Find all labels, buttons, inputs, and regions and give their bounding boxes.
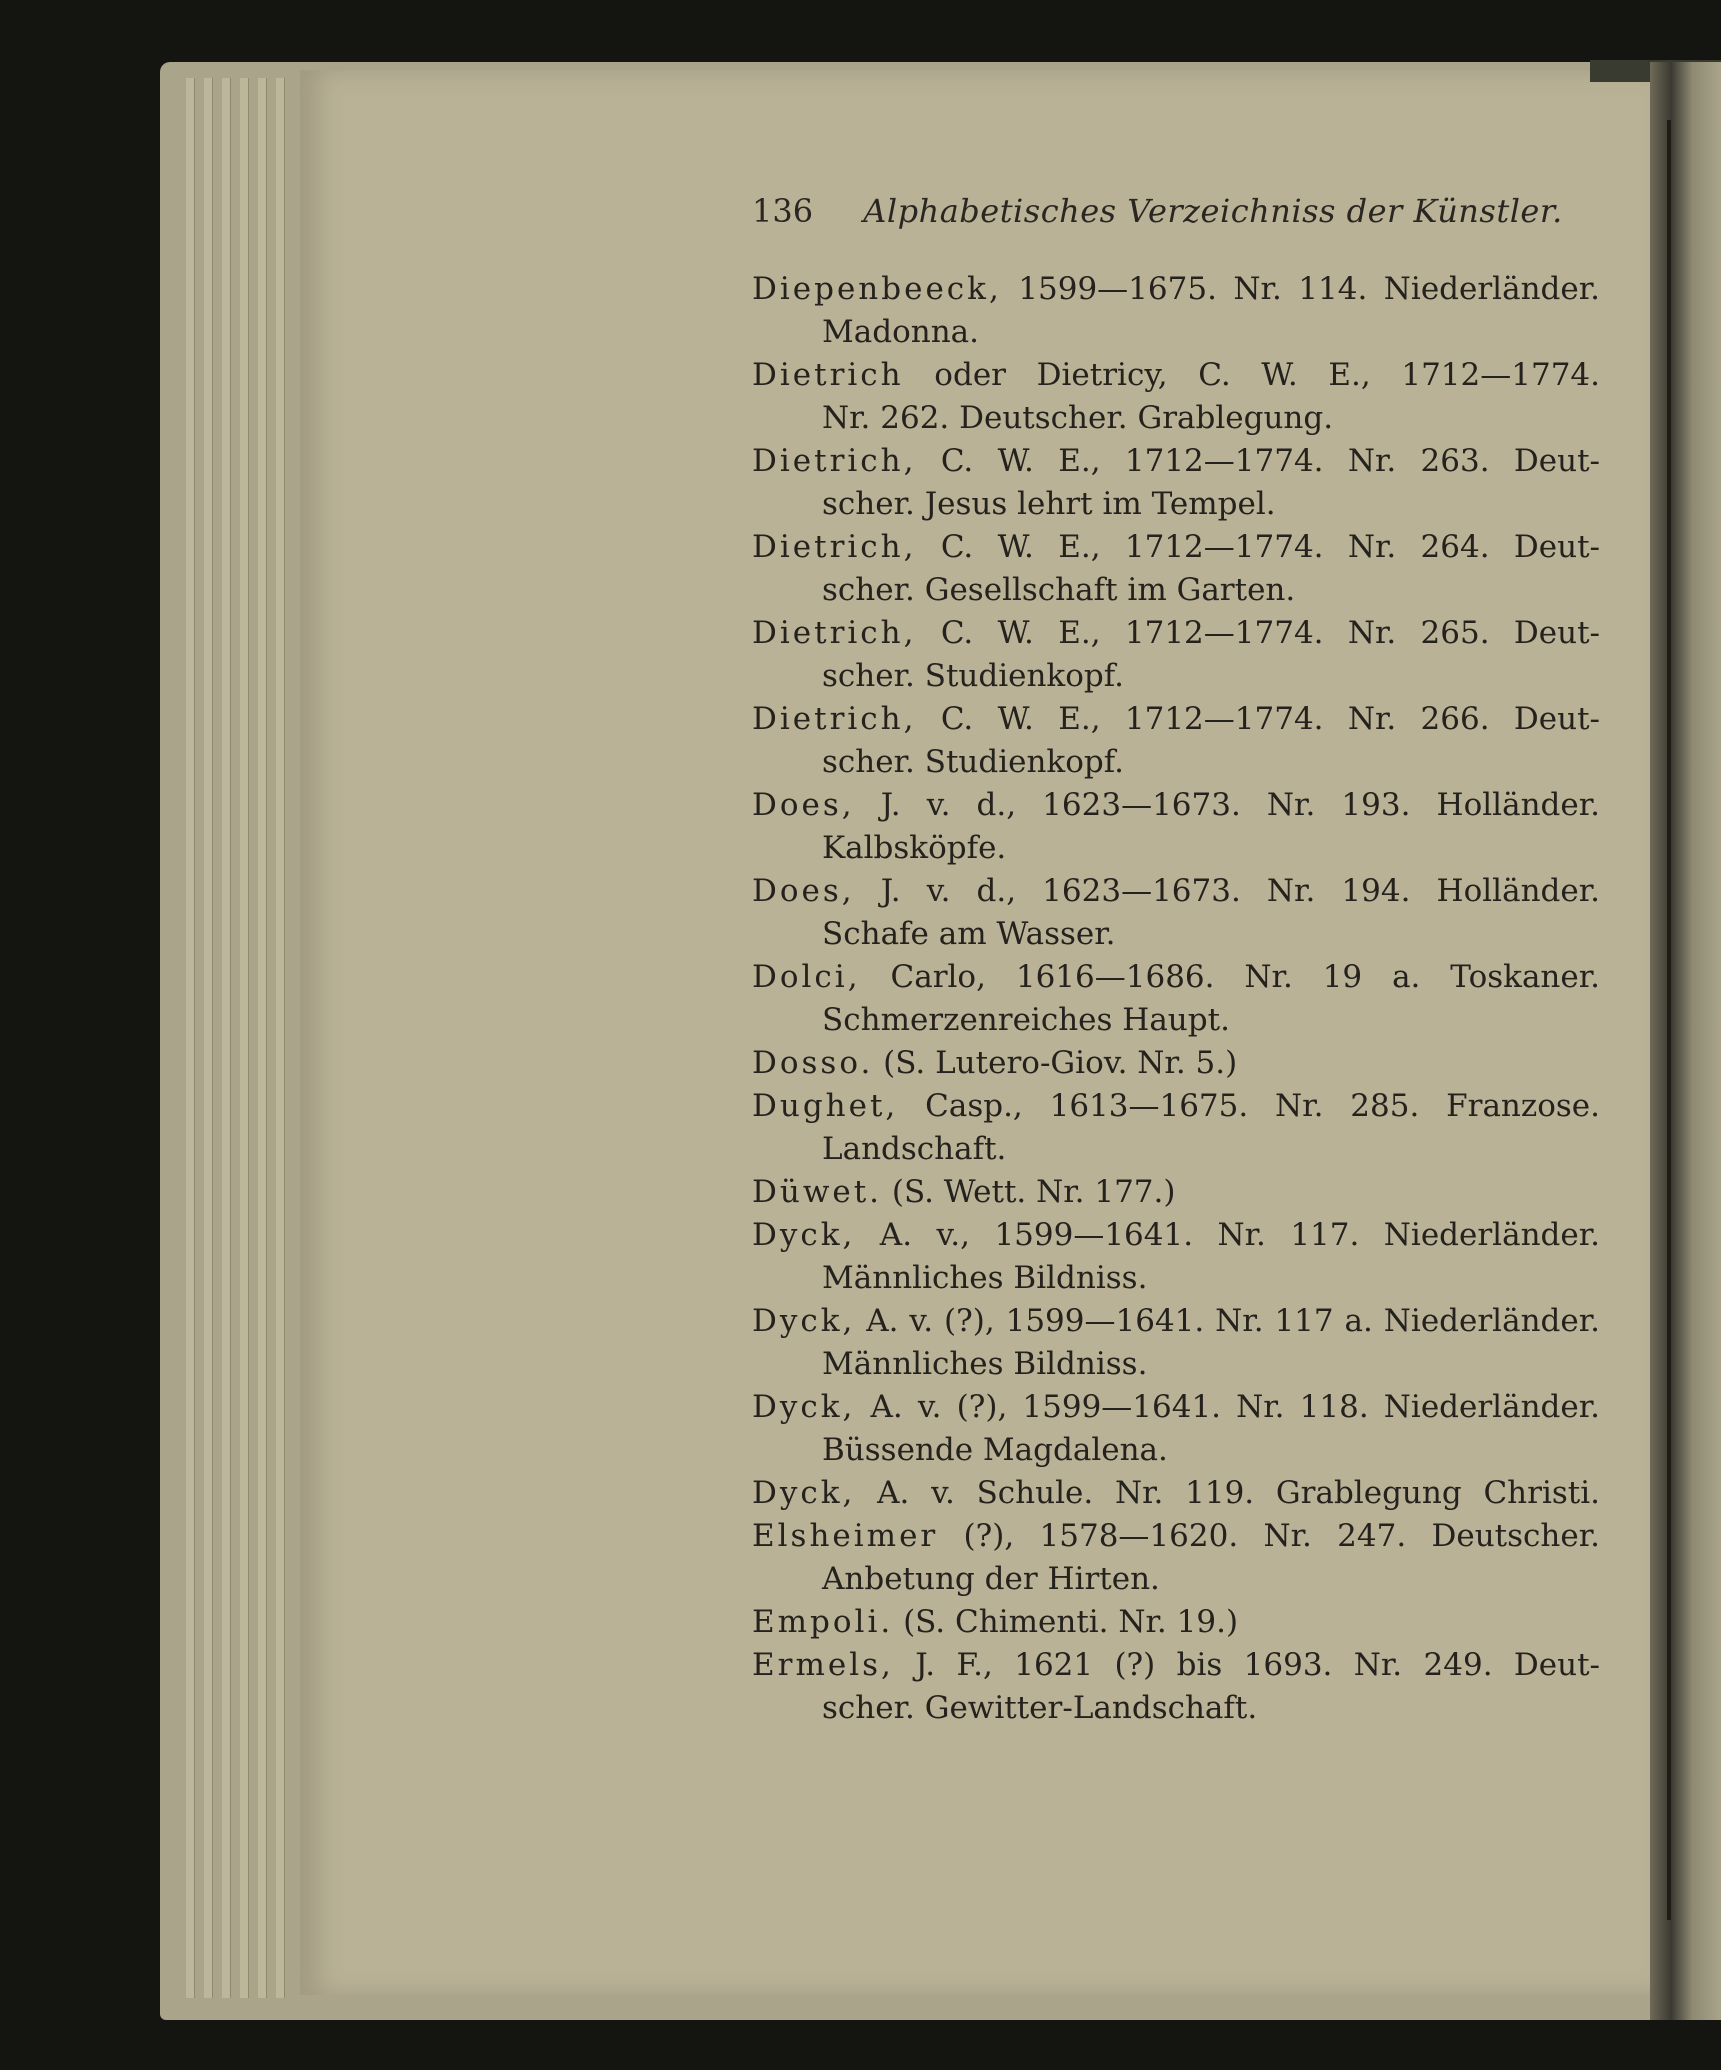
- entry-details: (S. Chimenti. Nr. 19.): [893, 1604, 1239, 1640]
- entry-first-line: [752, 1171, 1600, 1214]
- entry-first-line: [752, 784, 1600, 827]
- index-entry: [752, 354, 1600, 440]
- entry-details: (S. Lutero-Giov. Nr. 5.): [873, 1045, 1238, 1081]
- artist-name: Dughet,: [752, 1088, 899, 1124]
- entry-details: A. v. Schule. Nr. 119. Grablegung Christi.: [855, 1475, 1600, 1511]
- entry-details: A. v. (?), 1599—1641. Nr. 117 a. Niederländer.: [855, 1303, 1600, 1339]
- entry-first-line: [752, 440, 1600, 483]
- page-edge: [204, 78, 213, 1998]
- artist-name: Empoli.: [752, 1604, 894, 1640]
- index-entry: [752, 1472, 1600, 1515]
- entry-continuation-line: Nr. 262. Deutscher. Grablegung.: [822, 400, 1334, 436]
- index-entry: [752, 1300, 1600, 1386]
- entry-details: (S. Wett. Nr. 177.): [882, 1174, 1176, 1210]
- artist-name: Dietrich,: [752, 701, 917, 737]
- entry-details: J. v. d., 1623—1673. Nr. 193. Holländer.: [854, 787, 1600, 823]
- entry-details: C. W. E., 1712—1774. Nr. 263. Deut-: [916, 443, 1600, 479]
- entry-continuation-line: Kalbsköpfe.: [822, 830, 1007, 866]
- page-edge: [258, 78, 267, 1998]
- entry-continuation-line: scher. Studienkopf.: [822, 744, 1124, 780]
- index-entry: [752, 1042, 1600, 1085]
- entry-first-line: [752, 526, 1600, 569]
- page-edge: [276, 78, 285, 1998]
- index-entry: [752, 784, 1600, 870]
- entry-continuation-line: scher. Gesellschaft im Garten.: [822, 572, 1296, 608]
- entry-continuation-line: scher. Jesus lehrt im Tempel.: [822, 486, 1276, 522]
- index-entry: [752, 1644, 1600, 1730]
- entry-details: oder Dietricy, C. W. E., 1712—1774.: [903, 357, 1600, 393]
- entry-continuation-line: scher. Gewitter-Landschaft.: [822, 1690, 1258, 1726]
- index-entry: [752, 1171, 1600, 1214]
- entry-continuation-line: Landschaft.: [822, 1131, 1007, 1167]
- entry-first-line: [752, 268, 1600, 311]
- entry-details: (?), 1578—1620. Nr. 247. Deutscher.: [938, 1518, 1600, 1554]
- entry-details: C. W. E., 1712—1774. Nr. 264. Deut-: [916, 529, 1600, 565]
- artist-name: Düwet.: [752, 1174, 883, 1210]
- entry-details: C. W. E., 1712—1774. Nr. 265. Deut-: [916, 615, 1600, 651]
- entry-continuation-line: Schafe am Wasser.: [822, 916, 1116, 952]
- page-edge: [222, 78, 231, 1998]
- index-entry: [752, 268, 1600, 354]
- entry-details: 1599—1675. Nr. 114. Niederländer.: [1001, 271, 1600, 307]
- index-entry: [752, 1515, 1600, 1601]
- entry-first-line: [752, 1601, 1600, 1644]
- index-entry: [752, 698, 1600, 784]
- artist-name: Dolci,: [752, 959, 861, 995]
- artist-name: Elsheimer: [752, 1518, 939, 1554]
- entry-first-line: [752, 1042, 1600, 1085]
- entry-first-line: [752, 1214, 1600, 1257]
- artist-name: Dyck,: [752, 1389, 856, 1425]
- page-edge: [186, 78, 195, 1998]
- page-number: 136: [752, 192, 814, 230]
- artist-name: Dyck,: [752, 1217, 856, 1253]
- index-entry: [752, 1085, 1600, 1171]
- entry-details: J. v. d., 1623—1673. Nr. 194. Holländer.: [854, 873, 1600, 909]
- page-header: [752, 192, 1602, 230]
- index-entry: [752, 1386, 1600, 1472]
- entry-continuation-line: Männliches Bildniss.: [822, 1346, 1148, 1382]
- index-entry: [752, 870, 1600, 956]
- artist-name: Ermels,: [752, 1647, 894, 1683]
- entry-first-line: [752, 1386, 1600, 1429]
- page-edge: [240, 78, 249, 1998]
- entry-first-line: [752, 1472, 1600, 1515]
- index-entry: [752, 956, 1600, 1042]
- entry-first-line: [752, 956, 1600, 999]
- entry-continuation-line: Büssende Magdalena.: [822, 1432, 1168, 1468]
- book-gutter: [1650, 62, 1721, 2020]
- entry-first-line: [752, 612, 1600, 655]
- index-entry: [752, 612, 1600, 698]
- artist-name: Dietrich,: [752, 443, 917, 479]
- entry-first-line: [752, 1300, 1600, 1343]
- index-entry: [752, 1214, 1600, 1300]
- entry-details: A. v., 1599—1641. Nr. 117. Niederländer.: [855, 1217, 1600, 1253]
- index-entry: [752, 526, 1600, 612]
- gutter-shadow: [1667, 120, 1671, 1920]
- entry-continuation-line: scher. Studienkopf.: [822, 658, 1124, 694]
- entry-details: A. v. (?), 1599—1641. Nr. 118. Niederländer.: [855, 1389, 1600, 1425]
- index-entry: [752, 440, 1600, 526]
- entry-first-line: [752, 1515, 1600, 1558]
- entry-continuation-line: Schmerzenreiches Haupt.: [822, 1002, 1230, 1038]
- artist-name: Dietrich,: [752, 529, 917, 565]
- entry-continuation-line: Anbetung der Hirten.: [822, 1561, 1160, 1597]
- entry-first-line: [752, 1644, 1600, 1687]
- running-title: Alphabetisches Verzeichniss der Künstler.: [863, 192, 1563, 230]
- entry-details: J. F., 1621 (?) bis 1693. Nr. 249. Deut-: [893, 1647, 1600, 1683]
- artist-name: Dietrich,: [752, 615, 917, 651]
- entry-first-line: [752, 1085, 1600, 1128]
- artist-name: Dyck,: [752, 1303, 856, 1339]
- entry-details: C. W. E., 1712—1774. Nr. 266. Deut-: [916, 701, 1600, 737]
- artist-name: Dyck,: [752, 1475, 856, 1511]
- index-entry: [752, 1601, 1600, 1644]
- entry-first-line: [752, 870, 1600, 913]
- artist-name: Dosso.: [752, 1045, 874, 1081]
- artist-index-list: [752, 268, 1600, 1730]
- entry-details: Casp., 1613—1675. Nr. 285. Franzose.: [898, 1088, 1600, 1124]
- entry-first-line: [752, 698, 1600, 741]
- entry-first-line: [752, 354, 1600, 397]
- entry-continuation-line: Männliches Bildniss.: [822, 1260, 1148, 1296]
- artist-name: Does,: [752, 873, 855, 909]
- artist-name: Diepenbeeck,: [752, 271, 1002, 307]
- artist-name: Does,: [752, 787, 855, 823]
- artist-name: Dietrich: [752, 357, 904, 393]
- entry-details: Carlo, 1616—1686. Nr. 19 a. Toskaner.: [860, 959, 1600, 995]
- entry-continuation-line: Madonna.: [822, 314, 979, 350]
